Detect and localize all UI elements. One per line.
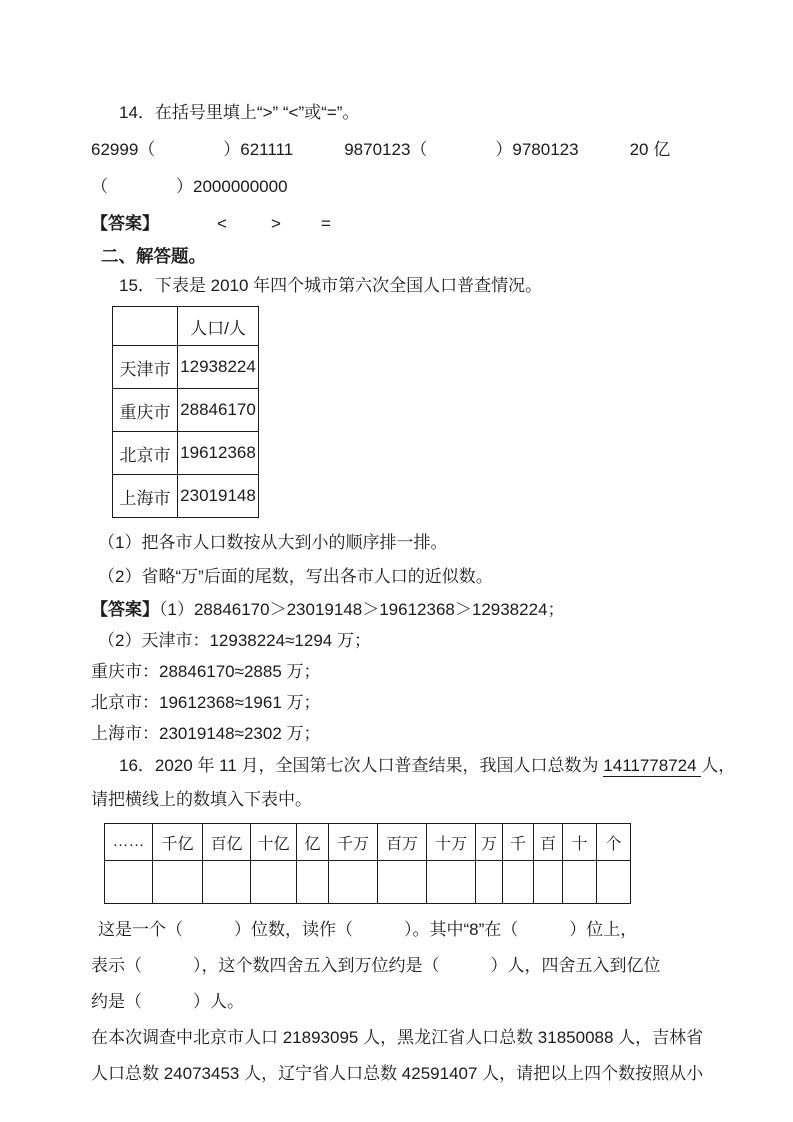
table-row (113, 346, 259, 389)
place-value-header-row (105, 824, 631, 861)
place-value-header: 千 (503, 824, 534, 861)
q16-prompt-line2: 请把横线上的数填入下表中。 (91, 790, 312, 809)
table-row (113, 432, 259, 475)
city-cell: 北京市 (113, 432, 178, 475)
q16-prompt-line1 (91, 749, 736, 783)
q15-prompt: 15．下表是 2010 年四个城市第六次全国人口普查情况。 (119, 276, 543, 295)
population-cell: 12938224 (178, 346, 259, 389)
q15-sub1: （1）把各市人口数按从大到小的顺序排一排。 (98, 533, 448, 552)
table-row (113, 389, 259, 432)
population-cell: 28846170 (178, 389, 259, 432)
q16-para1-line2: 表示（ ），这个数四舍五入到万位约是（ ）人，四舍五入到亿位 (91, 956, 661, 975)
q14-prompt: 14．在括号里填上“>” “<”或“=”。 (119, 103, 360, 122)
place-value-header: 亿 (297, 824, 329, 861)
q15-answer-1: （1）28846170＞23019148＞19612368＞12938224； (159, 600, 565, 619)
q15-answer-line-3: 重庆市：28846170≈2885 万； (91, 662, 321, 681)
q14-row2: （ ）2000000000 (91, 177, 288, 196)
population-cell: 23019148 (178, 475, 259, 518)
place-value-blank-cell (329, 861, 378, 904)
place-value-blank-cell (427, 861, 476, 904)
q15-answer-line-2: （2）天津市：12938224≈1294 万； (98, 631, 371, 650)
place-value-blank-cell (597, 861, 631, 904)
q15-answer-line-5: 上海市：23019148≈2302 万； (91, 724, 321, 743)
place-value-blank-cell (203, 861, 251, 904)
q16-underlined-number: 1411778724 (603, 756, 702, 775)
header-cell-population: 人口/人 (178, 307, 259, 346)
q14-answer-symbol-2: > (270, 214, 281, 233)
place-value-header: 十亿 (251, 824, 297, 861)
table-row (113, 475, 259, 518)
city-cell: 天津市 (113, 346, 178, 389)
place-value-blank-cell (476, 861, 503, 904)
place-value-blank-cell (378, 861, 427, 904)
q16-para2-line2: 人口总数 24073453 人，辽宁省人口总数 42591407 人，请把以上四个数按照从小 (91, 1064, 704, 1083)
place-value-header: 个 (597, 824, 631, 861)
q14-answer-symbol-3: = (320, 214, 331, 233)
q16-para1-line3: 约是（ ）人。 (91, 992, 244, 1011)
place-value-header: 万 (476, 824, 503, 861)
place-value-header: 百 (534, 824, 563, 861)
place-value-blank-cell (563, 861, 597, 904)
q16-prompt-before: 16．2020 年 11 月，全国第七次人口普查结果，我国人口总数为 (119, 756, 604, 775)
section-title: 二、解答题。 (101, 246, 206, 266)
q16-place-value-table (104, 823, 631, 904)
table-header-row (113, 307, 259, 346)
q15-population-table (112, 306, 259, 518)
population-cell: 19612368 (178, 432, 259, 475)
q14-answer-symbol-1: < (217, 214, 227, 233)
place-value-blank-cell (297, 861, 329, 904)
q16-prompt-after: 人， (701, 756, 736, 775)
city-cell: 上海市 (113, 475, 178, 518)
place-value-blank-row (105, 861, 631, 904)
q14-row1: 62999（ ）621111 9870123（ ）9780123 20 亿 (91, 140, 671, 159)
q14-answer-label: 【答案】 (91, 214, 159, 233)
place-value-header: 千万 (329, 824, 378, 861)
city-cell: 重庆市 (113, 389, 178, 432)
place-value-blank-cell (534, 861, 563, 904)
q14-answer-line (91, 205, 733, 242)
place-value-header: 百万 (378, 824, 427, 861)
place-value-blank-cell (251, 861, 297, 904)
place-value-blank-cell (105, 861, 153, 904)
q15-answer-line-4: 北京市：19612368≈1961 万； (91, 693, 321, 712)
place-value-header: …… (105, 824, 153, 861)
q16-para2-line1: 在本次调查中北京市人口 21893095 人，黑龙江省人口总数 31850088 人，吉林省 (91, 1028, 704, 1047)
place-value-header: 千亿 (153, 824, 203, 861)
q16-para1-line1: 这是一个（ ）位数，读作（ ）。其中“8”在（ ）位上， (98, 920, 638, 939)
place-value-header: 十 (563, 824, 597, 861)
place-value-header: 百亿 (203, 824, 251, 861)
q15-answer-line-1 (91, 594, 733, 625)
q15-sub2: （2）省略“万”后面的尾数，写出各市人口的近似数。 (98, 567, 493, 586)
place-value-blank-cell (153, 861, 203, 904)
q15-answer-label: 【答案】 (91, 600, 159, 619)
place-value-blank-cell (503, 861, 534, 904)
header-cell-city (113, 307, 178, 346)
place-value-header: 十万 (427, 824, 476, 861)
